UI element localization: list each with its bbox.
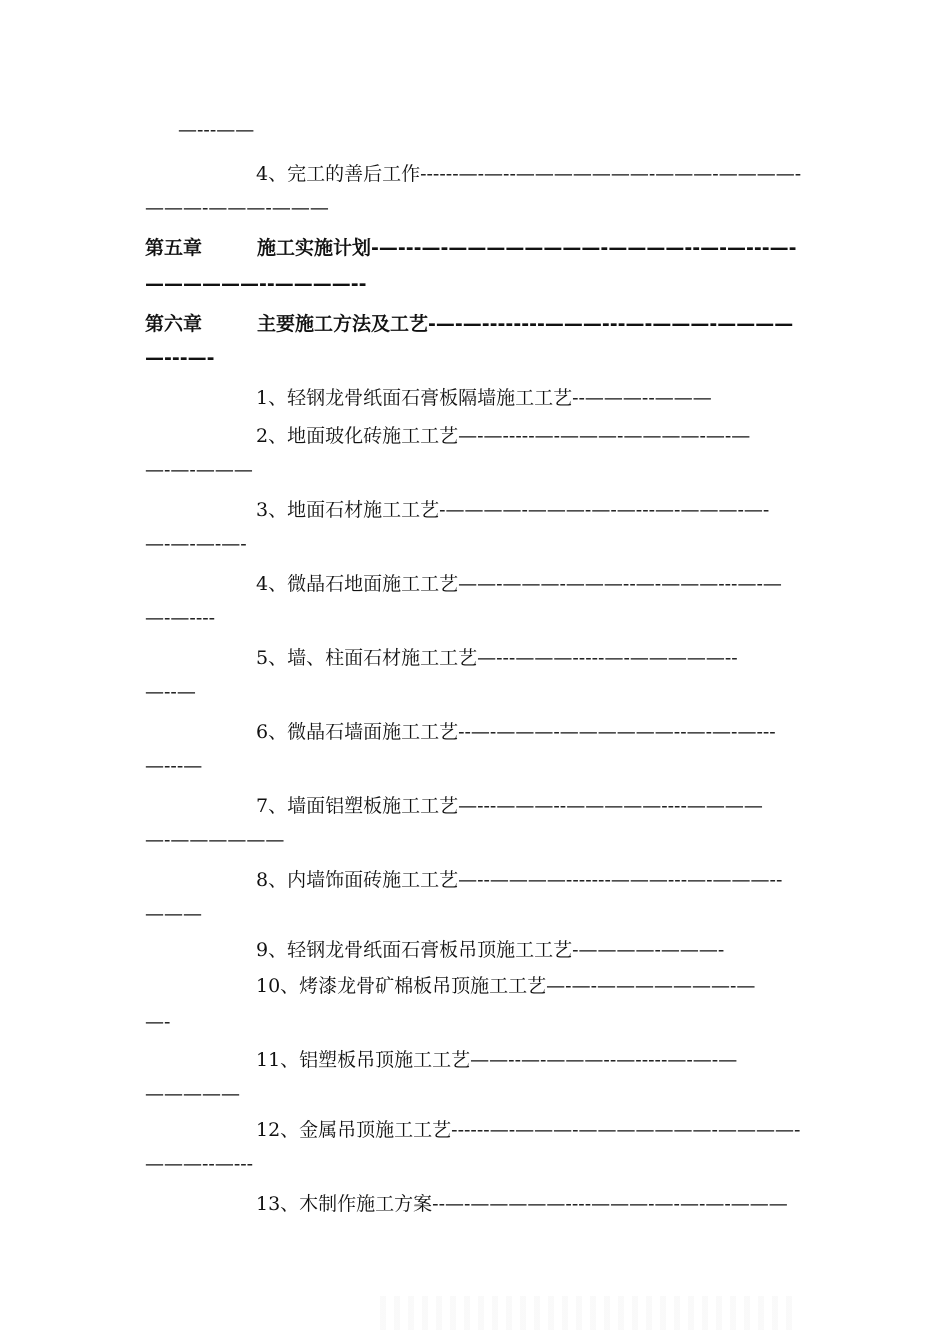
toc-continuation: ——————--————-- [145, 273, 367, 295]
toc-continuation: —-—-——— [145, 459, 253, 481]
toc-continuation: —-—---- [145, 607, 216, 629]
toc-continuation: —-—-—-—- [145, 533, 247, 555]
toc-entry-4-cleanup: 4、完工的善后工作------—-—--———————-———-————- [256, 163, 802, 185]
toc-continuation: ————— [145, 1083, 240, 1105]
toc-continuation: —-—————— [145, 829, 285, 851]
toc-entry-3: 3、地面石材施工工艺-————-———-—-—---—-———-—- [256, 499, 770, 521]
toc-entry-13: 13、木制作施工方案--—-—————----———-—-—-—-——— [256, 1193, 788, 1215]
toc-entry-10: 10、烤漆龙骨矿棉板吊顶施工工艺—-—-———————-— [256, 975, 756, 997]
toc-continuation: —---— [145, 755, 203, 777]
toc-entry-12: 12、金属吊顶施工工艺------—-———-———————-————- [256, 1119, 801, 1141]
toc-entry-6: 6、微晶石墙面施工工艺--—-———-——————--—-—-—--- [256, 721, 776, 743]
chapter-title: 施工实施计划-—---—-————————-————--—-—---—- [257, 237, 797, 259]
toc-entry-9: 9、轻钢龙骨纸面石膏板吊顶施工工艺-————-———- [256, 939, 725, 961]
toc-entry-5: 5、墙、柱面石材施工工艺—---———-----—-—————-- [256, 647, 738, 669]
chapter-title: 主要施工方法及工艺-—-—--------———---—-———-———— [257, 313, 794, 335]
scan-artifact [380, 1296, 800, 1330]
toc-entry-8: 8、内墙饰面砖施工工艺—--————-------———---—-———-- [256, 869, 783, 891]
toc-continuation: —---—- [145, 347, 215, 369]
toc-entry-11: 11、铝塑板吊顶施工工艺——--—-———--—-----—-—-— [256, 1049, 738, 1071]
toc-continuation: ———--—--- [145, 1153, 254, 1175]
toc-entry-1: 1、轻钢龙骨纸面石膏板隔墙施工工艺--———--——— [256, 387, 712, 409]
toc-chapter-6 [145, 310, 793, 338]
toc-continuation: —- [145, 1011, 171, 1033]
toc-entry-7: 7、墙面铝塑板施工工艺—---———--—————----———— [256, 795, 763, 817]
toc-entry-2: 2、地面玻化砖施工工艺—-—-----—-———-————-—-— [256, 425, 751, 447]
toc-continuation: ——— [145, 903, 202, 925]
chapter-number: 第六章 [145, 313, 203, 335]
toc-chapter-5 [145, 234, 797, 262]
chapter-number: 第五章 [145, 237, 203, 259]
toc-continuation: ———-———-——— [145, 197, 329, 219]
toc-continuation: —--— [145, 681, 196, 703]
toc-continuation: —---—— [178, 119, 255, 141]
toc-entry-4: 4、微晶石地面施工工艺——-———-———--—-———---—-— [256, 573, 782, 595]
